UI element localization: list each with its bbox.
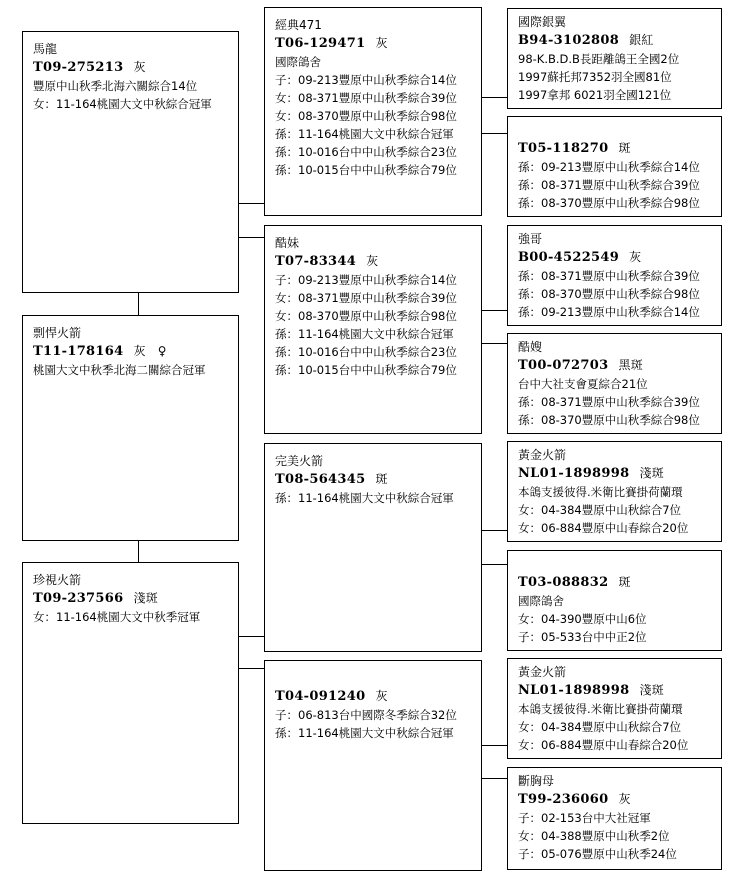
record-line: 國際鴿舍 [275,55,321,69]
record-line: 女：06-884豐原中山春綜合20位 [518,738,689,752]
ring-number: T08-564345 斑 [275,472,388,487]
bird-name: 經典471 [275,18,322,32]
record-line: 98-K.B.D.B長距離鴿王全國2位 [518,52,680,66]
connector-dd-ddd [481,778,507,779]
record-line: 女：08-370豐原中山秋季綜合98位 [275,109,457,123]
record-line: 本鴿支援彼得.米衛比賽掛荷蘭環 [518,702,683,716]
record-line: 孫：08-371豐原中山秋季綜合39位 [518,178,700,192]
record-line: 孫：11-164桃園大文中秋綜合冠軍 [275,127,454,141]
bird-name: 國際銀翼 [518,15,567,29]
sds-card [507,225,722,326]
record-line: 孫：09-213豐原中山秋季綜合14位 [518,305,700,319]
record-line: 女：08-371豐原中山秋季綜合39位 [275,91,457,105]
dam-dam-card [264,660,482,871]
record-line: 孫：09-213豐原中山秋季綜合14位 [518,160,700,174]
dam-card [22,562,239,824]
record-line: 女：04-384豐原中山秋綜合7位 [518,720,682,734]
connector-sd-sds [481,310,507,311]
dds-card [507,658,722,759]
record-line: 孫：08-370豐原中山秋季綜合98位 [518,287,700,301]
connector-dam-ds [238,636,264,637]
ring-number: T09-275213 灰 [33,60,146,75]
connector-ds-dss [481,530,507,531]
bird-name: 強哥 [518,232,543,246]
ring-number: T11-178164 灰 ♀ [33,344,167,359]
sdd-card [507,333,722,434]
connector-subject-dam [138,540,139,563]
subject-card [22,315,239,541]
feather-color: 灰 [629,250,642,264]
feather-color: 淺斑 [639,466,665,480]
ring-number: T07-83344 灰 [275,254,379,269]
connector-ss-sss [481,97,507,98]
feather-color: 灰 [133,344,146,358]
record-line: 女：04-390豐原中山6位 [518,612,647,626]
record-line: 孫：11-164桃園大文中秋綜合冠軍 [275,327,454,341]
ring-number: T04-091240 灰 [275,689,388,704]
record-line: 女：06-884豐原中山春綜合20位 [518,521,689,535]
record-line: 1997拿邦 6021羽全國121位 [518,88,672,102]
ring-number: B94-3102808 銀紅 [518,33,654,48]
feather-color: 淺斑 [639,683,665,697]
feather-color: 灰 [375,689,388,703]
feather-color: 灰 [366,254,379,268]
record-line: 孫：11-164桃園大文中秋綜合冠軍 [275,491,454,505]
dss-card [507,441,722,542]
connector-sire-subject [138,292,139,316]
record-line: 女：11-164桃園大文中秋綜合冠軍 [33,97,212,111]
ssd-card [507,116,722,217]
record-line: 子：09-213豐原中山秋季綜合14位 [275,73,457,87]
feather-color: 斑 [618,141,631,155]
ring-number: T99-236060 灰 [518,792,631,807]
feather-color: 灰 [133,60,146,74]
record-line: 孫：08-370豐原中山秋季綜合98位 [518,413,700,427]
bird-name: 酷嫂 [518,340,543,354]
feather-color: 銀紅 [629,33,654,47]
connector-sire-ss [238,203,264,204]
feather-color: 黑斑 [618,358,644,372]
ddd-card [507,767,722,870]
ring-number: T00-072703 黑斑 [518,358,644,373]
connector-sire-sd [238,237,264,238]
sire-sire-card [264,7,482,216]
feather-color: 斑 [618,575,631,589]
record-line: 孫：10-016台中中山秋季綜合23位 [275,345,457,359]
record-line: 孫：11-164桃園大文中秋綜合冠軍 [275,726,454,740]
sire-dam-card [264,225,482,434]
feather-color: 灰 [375,36,388,50]
dsd-card [507,550,722,651]
bird-name: 黃金火箭 [518,448,567,462]
record-line: 孫：10-015台中中山秋季綜合79位 [275,163,457,177]
record-line: 桃園大文中秋季北海二關綜合冠軍 [33,363,206,377]
ring-number: T09-237566 淺斑 [33,591,159,606]
connector-dd-dds [481,745,507,746]
ring-number: B00-4522549 灰 [518,250,642,265]
record-line: 本鴿支援彼得.米衛比賽掛荷蘭環 [518,485,683,499]
record-line: 子：05-533台中中正2位 [518,630,647,644]
record-line: 台中大社支會夏綜合21位 [518,377,648,391]
record-line: 女：04-384豐原中山秋綜合7位 [518,503,682,517]
ring-number: NL01-1898998 淺斑 [518,466,665,481]
bird-name: 完美火箭 [275,454,324,468]
connector-dam-dd [238,668,264,669]
bird-name: 馬龍 [33,42,58,56]
record-line: 子：06-813台中國際冬季綜合32位 [275,708,457,722]
bird-name: 剽悍火箭 [33,326,82,340]
record-line: 孫：08-371豐原中山秋季綜合39位 [518,269,700,283]
feather-color: 灰 [618,792,631,806]
sire-card [22,31,239,293]
record-line: 女：04-388豐原中山秋季2位 [518,829,670,843]
record-line: 女：08-371豐原中山秋季綜合39位 [275,291,457,305]
ring-number: T05-118270 斑 [518,141,631,156]
bird-name: 斷胸母 [518,774,555,788]
record-line: 孫：10-015台中中山秋季綜合79位 [275,363,457,377]
bird-name: 酷妹 [275,236,300,250]
bird-name: 黃金火箭 [518,665,567,679]
record-line: 孫：10-016台中中山秋季綜合23位 [275,145,457,159]
record-line: 子：02-153台中大社冠軍 [518,811,651,825]
connector-ss-ssd [481,133,507,134]
record-line: 孫：08-370豐原中山秋季綜合98位 [518,196,700,210]
record-line: 國際鴿舍 [518,594,564,608]
ring-number: NL01-1898998 淺斑 [518,683,665,698]
dam-sire-card [264,443,482,652]
record-line: 孫：08-371豐原中山秋季綜合39位 [518,395,700,409]
connector-sd-sdd [481,343,507,344]
sss-card [507,8,722,109]
female-sex-icon: ♀ [157,344,167,358]
record-line: 1997蘇托邦7352羽全國81位 [518,70,672,84]
bird-name: 珍視火箭 [33,573,82,587]
record-line: 子：09-213豐原中山秋季綜合14位 [275,273,457,287]
record-line: 子：05-076豐原中山秋季24位 [518,847,677,861]
record-line: 女：08-370豐原中山秋季綜合98位 [275,309,457,323]
feather-color: 淺斑 [133,591,159,605]
record-line: 女：11-164桃園大文中秋季冠軍 [33,610,201,624]
ring-number: T06-129471 灰 [275,36,388,51]
connector-ds-dsd [481,564,507,565]
feather-color: 斑 [375,472,388,486]
record-line: 豐原中山秋季北海六關綜合14位 [33,79,198,93]
ring-number: T03-088832 斑 [518,575,631,590]
